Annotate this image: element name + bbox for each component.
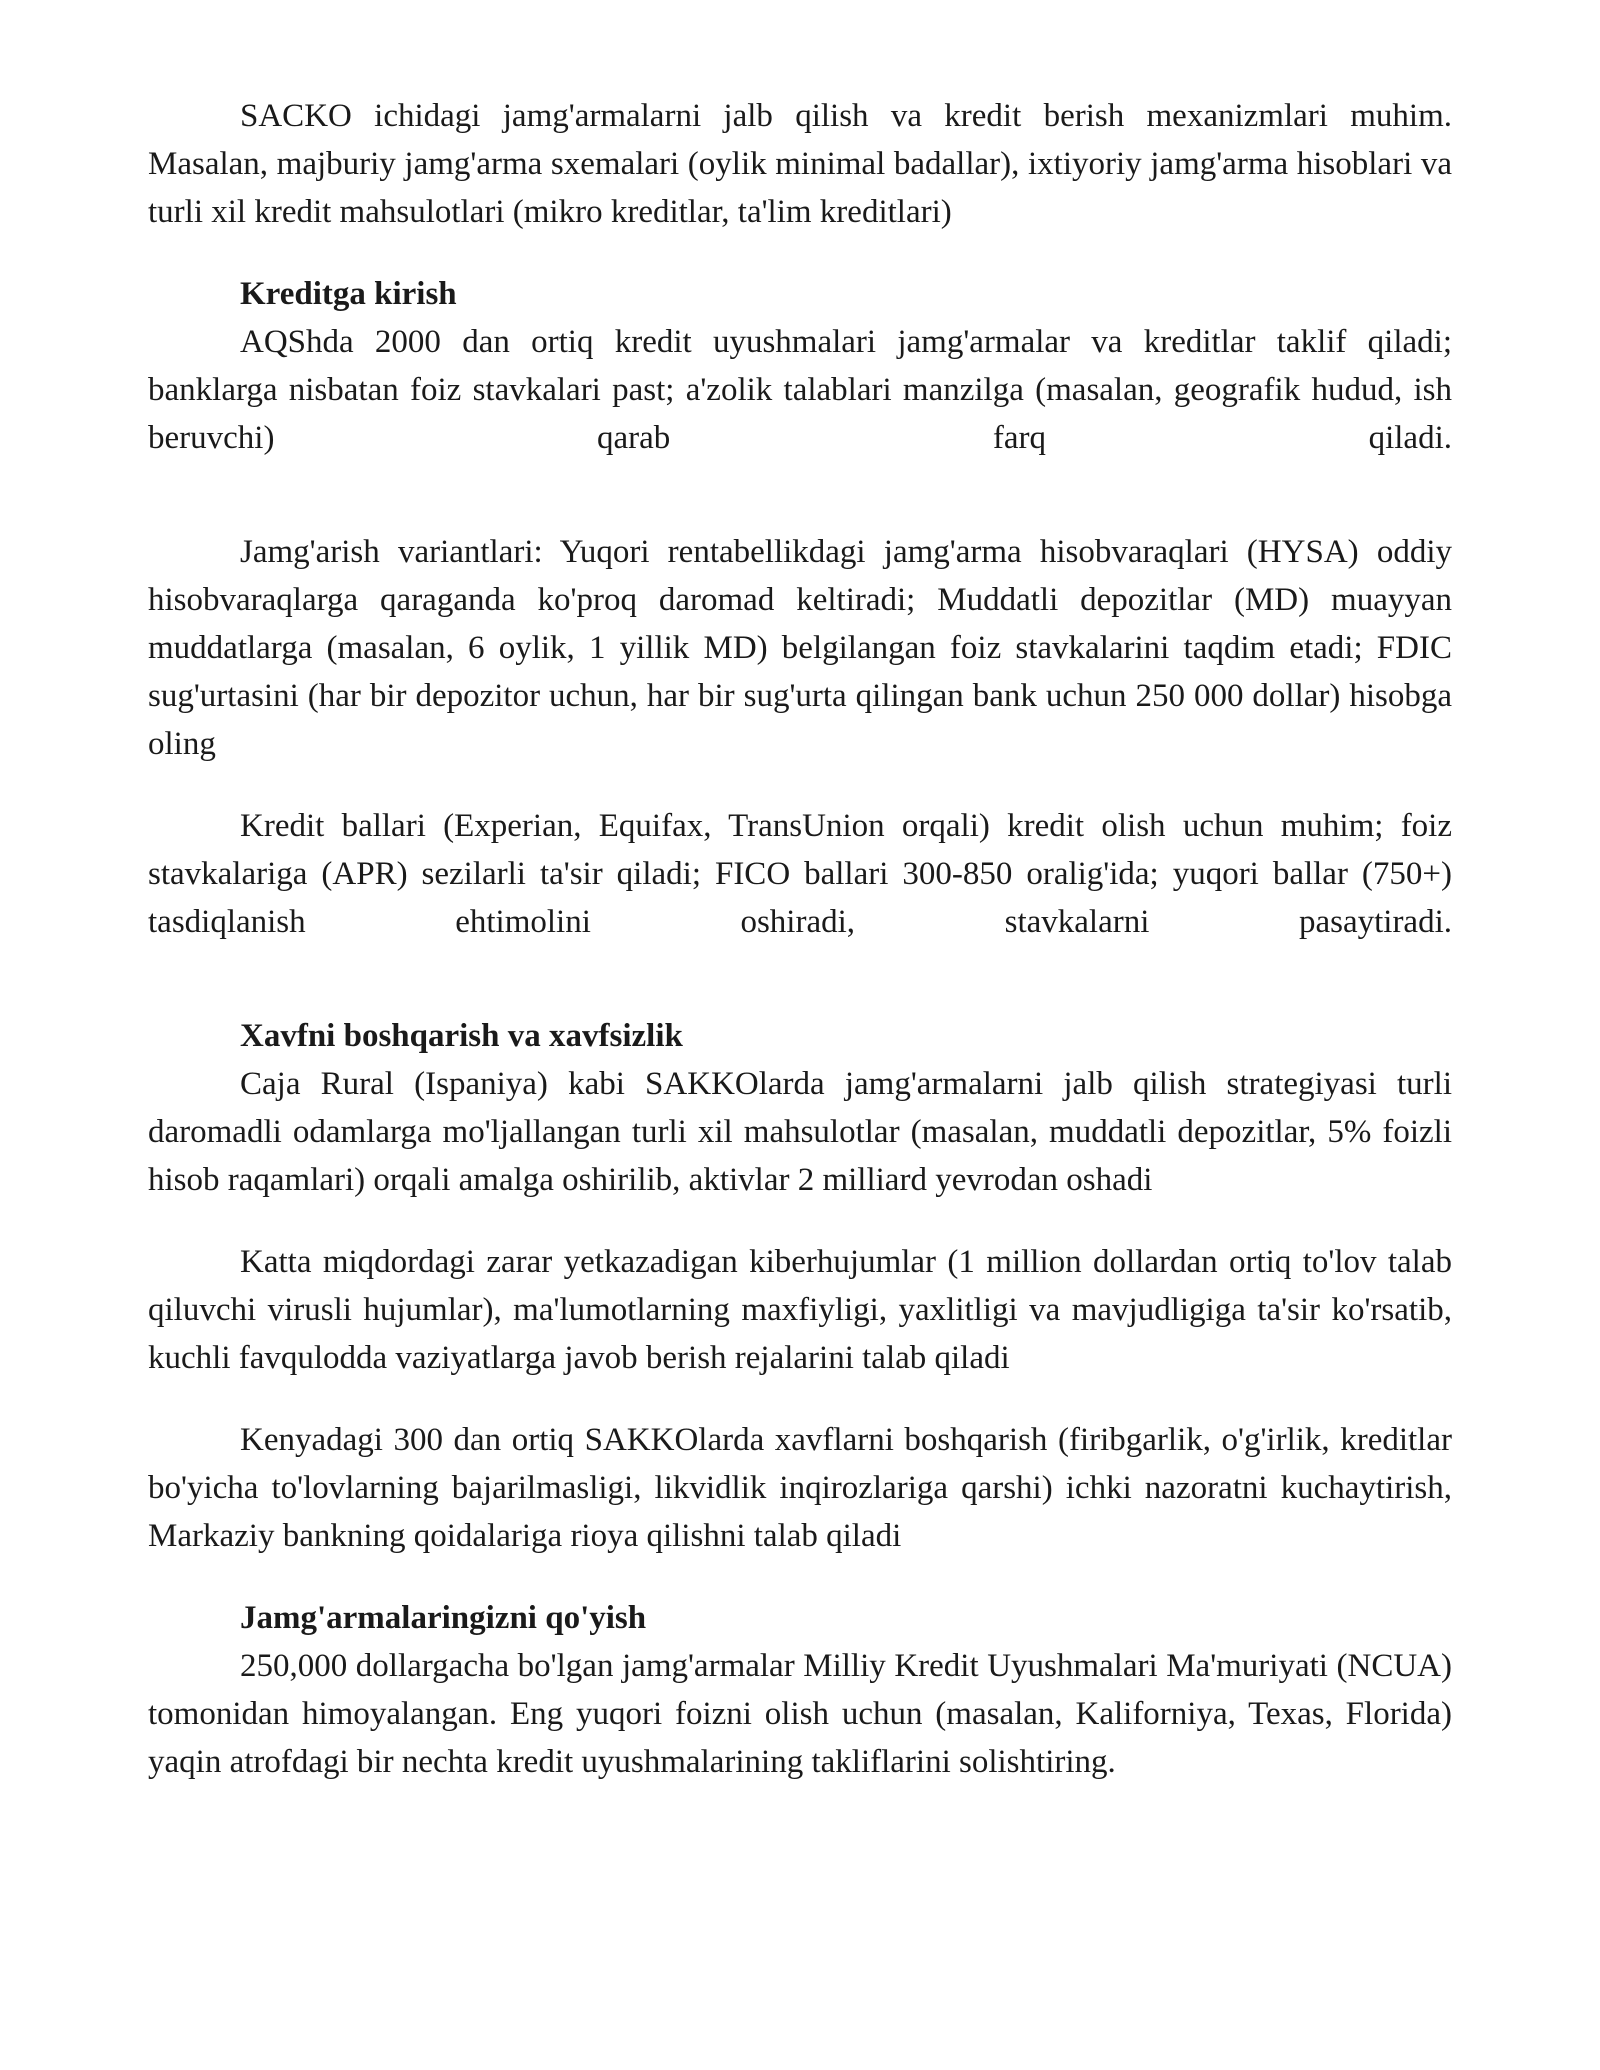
spacer [148,462,1452,528]
paragraph-cyberattacks: Katta miqdordagi zarar yetkazadigan kiberhujumlar (1 million dollardan ortiq to'lov talab qiluvchi virusli hujumlar), ma'lumotlarning maxfiyligi, yaxlitligi va mavjudligiga ta'sir ko'rsatib, kuchli favqulodda vaziyatlarga javob berish rejalarini talab qiladi [148,1244,1452,1376]
paragraph-caja-rural: Caja Rural (Ispaniya) kabi SAKKOlarda jamg'armalarni jalb qilish strategiyasi turli daromadli odamlarga mo'ljallangan turli xil mahsulotlar (masalan, muddatli depozitlar, 5% foizli hisob raqamlari) orqali amalga oshirilib, aktivlar 2 milliard yevrodan oshadi [148,1066,1452,1198]
paragraph-sacko-mechanisms: SACKO ichidagi jamg'armalarni jalb qilish va kredit berish mexanizmlari muhim. Masalan, majburiy jamg'arma sxemalari (oylik minimal badallar), ixtiyoriy jamg'arma hisoblari va turli xil kredit mahsulotlari (mikro kreditlar, ta'lim kreditlari) [148,98,1452,230]
heading-xavfni-boshqarish: Xavfni boshqarish va xavfsizlik [240,1018,683,1054]
spacer [148,236,1452,270]
spacer [148,1560,1452,1594]
paragraph-credit-scores: Kredit ballari (Experian, Equifax, TransUnion orqali) kredit olish uchun muhim; foiz stavkalariga (APR) sezilarli ta'sir qiladi; FICO ballari 300-850 oralig'ida; yuqori ballar (750+) tasdiqlanish ehtimolini oshiradi, stavkalarni pasaytiradi. [148,808,1452,940]
paragraph-savings-options: Jamg'arish variantlari: Yuqori rentabellikdagi jamg'arma hisobvaraqlari (HYSA) oddiy hisobvaraqlarga qaraganda ko'proq daromad keltiradi; Muddatli depozitlar (MD) muayyan muddatlarga (masalan, 6 oylik, 1 yillik MD) belgilangan foiz stavkalarini taqdim etadi; FDIC sug'urtasini (har bir depozitor uchun, har bir sug'urta qilingan bank uchun 250 000 dollar) hisobga oling [148,534,1452,762]
paragraph-us-credit-unions: AQShda 2000 dan ortiq kredit uyushmalari jamg'armalar va kreditlar taklif qiladi; banklarga nisbatan foiz stavkalari past; a'zolik talablari manzilga (masalan, geografik hudud, ish beruvchi) qarab farq qiladi. [148,324,1452,456]
paragraph-ncua-insurance: 250,000 dollargacha bo'lgan jamg'armalar Milliy Kredit Uyushmalari Ma'muriyati (NCUA) tomonidan himoyalangan. Eng yuqori foizni olish uchun (masalan, Kaliforniya, Texas, Florida) yaqin atrofdagi bir nechta kredit uyushmalarining takliflarini solishtiring. [148,1648,1452,1780]
paragraph-kenya-saccos: Kenyadagi 300 dan ortiq SAKKOlarda xavflarni boshqarish (firibgarlik, o'g'irlik, kreditlar bo'yicha to'lovlarning bajarilmasligi, likvidlik inqirozlariga qarshi) ichki nazoratni kuchaytirish, Markaziy bankning qoidalariga rioya qilishni talab qiladi [148,1422,1452,1554]
heading-jamgarmalaringizni-qoyish: Jamg'armalaringizni qo'yish [240,1600,647,1636]
spacer [148,1204,1452,1238]
heading-kreditga-kirish: Kreditga kirish [240,276,457,312]
spacer [148,768,1452,802]
spacer [148,1382,1452,1416]
document-page [148,92,1452,1786]
spacer [148,946,1452,1012]
